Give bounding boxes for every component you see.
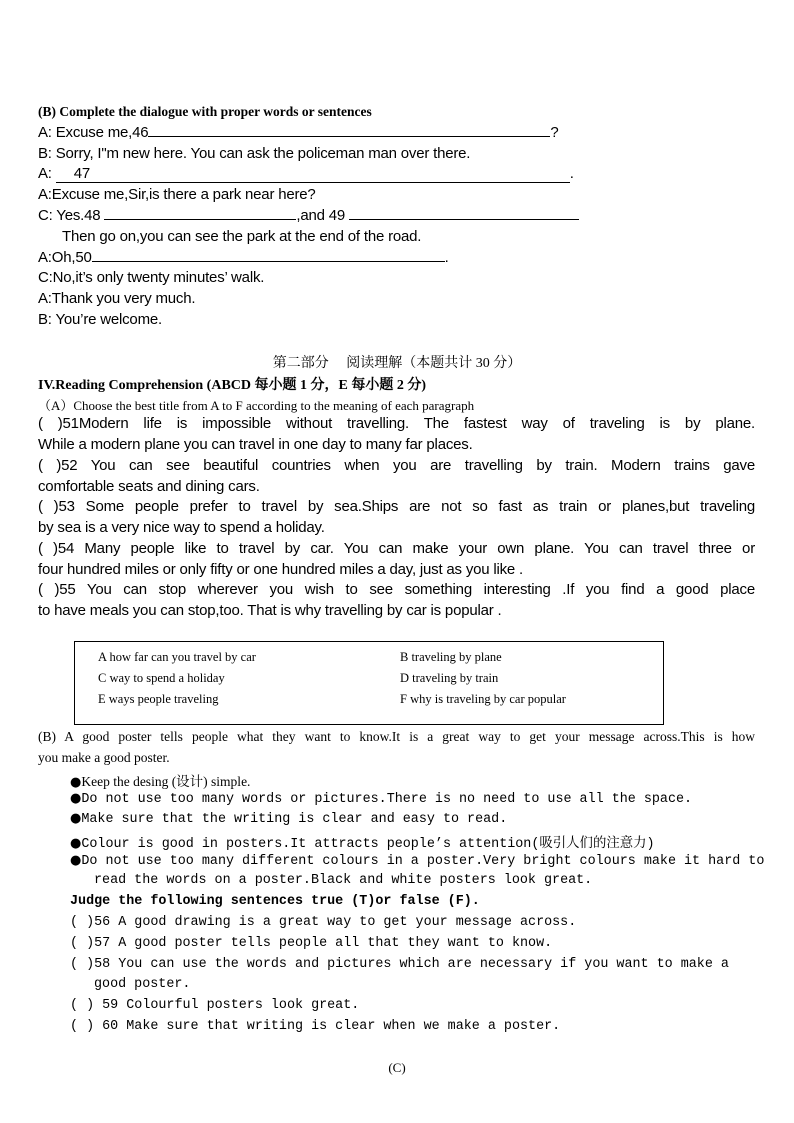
dialogue-line: Then go on,you can see the park at the end of the road. — [62, 228, 422, 245]
blank-48[interactable] — [104, 207, 296, 220]
question-number: 47 — [73, 165, 91, 182]
option-a: A how far can you travel by car — [98, 650, 256, 664]
paragraph-51-line2: While a modern plane you can travel in one day to many far places. — [38, 436, 473, 453]
section-b-title: (B) Complete the dialogue with proper words or sentences — [38, 104, 372, 119]
option-c: C way to spend a holiday — [98, 671, 225, 685]
dialogue-text: ? — [550, 124, 559, 141]
dialogue-line: B: Sorry, I"m new here. You can ask the policeman man over there. — [38, 145, 471, 162]
bullet-text: Do not use too many words or pictures.There is no need to use all the space. — [81, 792, 693, 807]
bullet-icon: ● — [70, 775, 82, 790]
dialogue-line: A:Excuse me,Sir,is there a park near here? — [38, 186, 316, 203]
dialogue-text: . — [444, 249, 449, 266]
blank-50[interactable] — [92, 249, 445, 262]
paragraph-53-line1: ( )53 Some people prefer to travel by sea.Ships are not so fast as train or planes,but traveling — [38, 498, 755, 515]
bullet-text: Do not use too many different colours in a poster.Very bright colours make it hard to — [81, 854, 765, 869]
paragraph-55-line1: ( )55 You can stop wherever you wish to see something interesting .If you find a good place — [38, 581, 755, 598]
judge-title: Judge the following sentences true (T)or false (F). — [70, 894, 480, 909]
dialogue-line-46 — [38, 124, 559, 141]
dialogue-text: A: — [38, 165, 56, 182]
dialogue-line: B: You’re welcome. — [38, 311, 162, 328]
judge-item-60: ( ) 60 Make sure that writing is clear when we make a poster. — [70, 1019, 561, 1034]
option-f: F why is traveling by car popular — [400, 692, 566, 706]
bullet-text: Colour is good in posters.It attracts people’s attention(吸引人们的注意力) — [81, 837, 655, 852]
blank-49[interactable] — [349, 207, 579, 220]
paragraph-51-line1: ( )51Modern life is impossible without travelling. The fastest way of traveling is by plane. — [38, 415, 755, 432]
bullet-icon: ● — [70, 836, 82, 851]
bullet-icon: ● — [70, 853, 82, 868]
option-b: B traveling by plane — [400, 650, 502, 664]
bullet-text: Keep the desing (设计) simple. — [81, 774, 251, 789]
part2-heading: 第二部分 阅读理解（本题共计 30 分） — [272, 356, 522, 371]
judge-item-58-continuation: good poster. — [94, 977, 191, 992]
dialogue-text: C: Yes.48 — [38, 207, 105, 224]
dialogue-line-50 — [38, 249, 449, 266]
paragraph-55-line2: to have meals you can stop,too. That is why travelling by car is popular . — [38, 602, 502, 619]
bullet-item — [70, 791, 692, 807]
reading-a-instruction: （A）Choose the best title from A to F according to the meaning of each paragraph — [38, 398, 475, 413]
judge-item-57: ( )57 A good poster tells people all that they want to know. — [70, 936, 553, 951]
judge-item-59: ( ) 59 Colourful posters look great. — [70, 998, 360, 1013]
bullet-icon: ● — [70, 811, 82, 826]
blank-46[interactable] — [148, 124, 550, 137]
dialogue-line: A:Thank you very much. — [38, 290, 196, 307]
bullet-item — [70, 770, 250, 791]
dialogue-line: C:No,it’s only twenty minutes’ walk. — [38, 269, 265, 286]
dialogue-text: A:Oh,50 — [38, 249, 92, 266]
page-footer: (C) — [388, 1060, 406, 1075]
bullet-item — [70, 811, 507, 827]
judge-item-58: ( )58 You can use the words and pictures which are necessary if you want to make a — [70, 957, 729, 972]
dialogue-text: ,and 49 — [296, 207, 350, 224]
paragraph-52-line1: ( )52 You can see beautiful countries when you are travelling by train. Modern trains gave — [38, 457, 755, 474]
bullet-text: Make sure that the writing is clear and easy to read. — [81, 812, 508, 827]
option-d: D traveling by train — [400, 671, 499, 685]
option-e: E ways people traveling — [98, 692, 219, 706]
judge-item-56: ( )56 A good drawing is a great way to get your message across. — [70, 915, 577, 930]
reading-b-intro-line2: you make a good poster. — [38, 750, 170, 765]
dialogue-text: . — [569, 165, 574, 182]
reading-b-intro-line1: (B) A good poster tells people what they want to know.It is a great way to get your message across.This is how — [38, 729, 755, 744]
paragraph-52-line2: comfortable seats and dining cars. — [38, 478, 260, 495]
dialogue-text: A: Excuse me,46 — [38, 124, 149, 141]
dialogue-line-48-49 — [38, 207, 579, 224]
dialogue-line-47 — [38, 165, 574, 183]
part4-title: IV.Reading Comprehension (ABCD 每小题 1 分，E 每小题 2 分) — [38, 378, 427, 393]
bullet-icon: ● — [70, 791, 82, 806]
blank-47[interactable] — [56, 165, 570, 183]
paragraph-54-line1: ( )54 Many people like to travel by car. You can make your own plane. You can travel three or — [38, 540, 755, 557]
bullet-continuation: read the words on a poster.Black and white posters look great. — [94, 873, 593, 888]
paragraph-53-line2: by sea is a very nice way to spend a holiday. — [38, 519, 325, 536]
bullet-item — [70, 832, 655, 852]
paragraph-54-line2: four hundred miles or only fifty or one hundred miles a day, just as you like . — [38, 561, 524, 578]
bullet-item — [70, 853, 764, 869]
